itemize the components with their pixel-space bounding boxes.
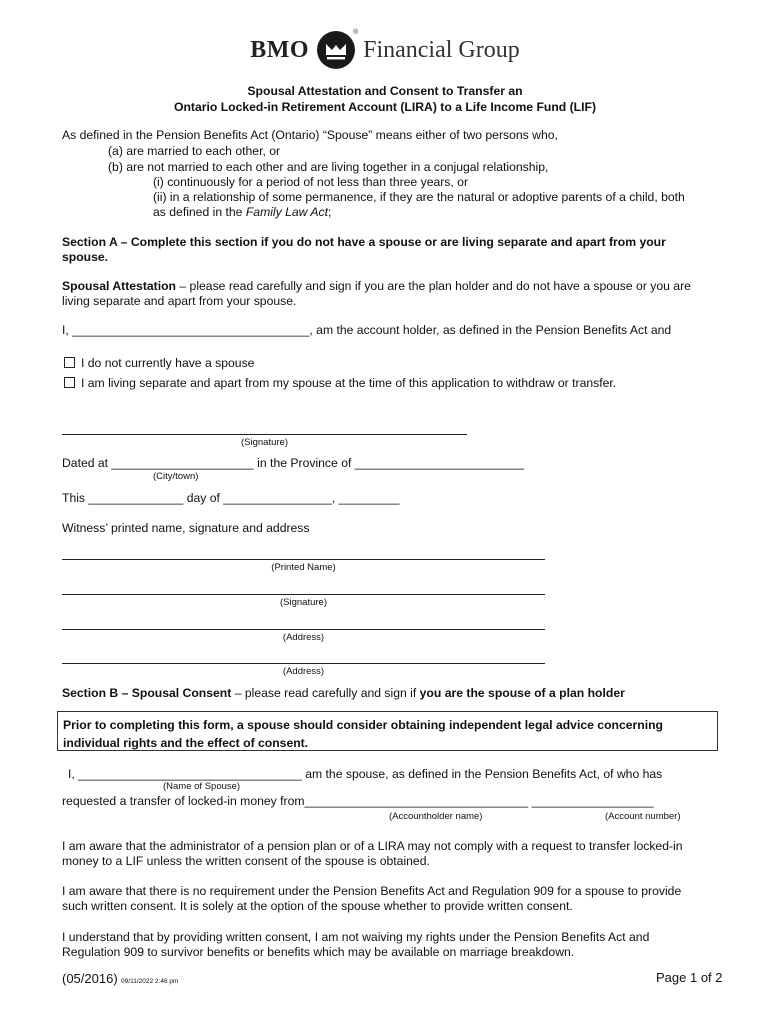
logo-financial-group-text: Financial Group [363, 36, 520, 63]
consent-para1-line1: I am aware that the administrator of a pension plan or of a LIRA may not comply with a request to transfer locked-in [62, 839, 683, 853]
witness-signature-label: (Signature) [280, 597, 327, 608]
spousal-attestation-line1 [62, 279, 691, 293]
page-number: Page 1 of 2 [656, 970, 723, 985]
spousal-attestation-text: – please read carefully and sign if you are the plan holder and do not have a spouse or you are [175, 279, 691, 293]
consent-para3-line2: Regulation 909 to survivor benefits or benefits which may be available on marriage breakdown. [62, 945, 575, 959]
no-spouse-checkbox[interactable] [64, 357, 75, 368]
consent-para2-line1: I am aware that there is no requirement under the Pension Benefits Act and Regulation 909 for a spouse to provide [62, 884, 682, 898]
spouse-definition-ii-cont [153, 205, 331, 219]
section-b-condition: you are the spouse of a plan holder [419, 686, 625, 700]
account-number-label: (Account number) [605, 811, 681, 822]
print-timestamp: 09/11/2022 2:46 pm [121, 978, 179, 985]
no-spouse-label: I do not currently have a spouse [81, 356, 255, 370]
accountholder-name-label: (Accountholder name) [389, 811, 483, 822]
witness-address-line-2[interactable] [62, 663, 545, 664]
family-law-act: Family Law Act [245, 205, 329, 219]
spouse-definition-b: (b) are not married to each other and are living together in a conjugal relationship, [108, 160, 549, 174]
form-title-line2: Ontario Locked-in Retirement Account (LIRA) to a Life Income Fund (LIF) [173, 100, 597, 114]
registered-mark: ® [353, 29, 359, 36]
spouse-definition-i: (i) continuously for a period of not less than three years, or [153, 175, 469, 189]
transfer-request-field[interactable]: requested a transfer of locked-in money from_________________________________ __________________ [62, 794, 654, 808]
separate-option[interactable] [64, 376, 616, 390]
address-label-2: (Address) [282, 666, 325, 677]
legal-advice-line2: individual rights and the effect of consent. [63, 736, 309, 750]
spousal-attestation-line2: living separate and apart from your spouse. [62, 294, 297, 308]
separate-label: I am living separate and apart from my spouse at the time of this application to withdraw or transfer. [81, 376, 617, 390]
consent-para2-line2: such written consent. It is solely at the option of the spouse whether to provide written consent. [62, 899, 573, 913]
spouse-name-field[interactable]: I, _________________________________ am the spouse, as defined in the Pension Benefits Act, of who has [68, 767, 663, 781]
section-b-heading [62, 686, 625, 700]
this-day-field[interactable]: This ______________ day of ________________, _________ [62, 491, 400, 505]
footer-left [62, 971, 178, 986]
holder-signature-line[interactable] [62, 434, 467, 435]
form-title-line1: Spousal Attestation and Consent to Transfer an [247, 84, 523, 98]
witness-heading: Witness’ printed name, signature and address [62, 521, 310, 535]
section-b-title: Section B – Spousal Consent [62, 686, 232, 700]
witness-printed-name-line[interactable] [62, 559, 545, 560]
no-spouse-option[interactable] [64, 356, 254, 370]
spousal-attestation-label: Spousal Attestation [62, 279, 176, 293]
form-code: (05/2016) [62, 971, 118, 986]
spouse-definition-ii: (ii) in a relationship of some permanence, if they are the natural or adoptive parents of a child, both [153, 190, 685, 204]
consent-para1-line2: money to a LIF unless the written consent of the spouse is obtained. [62, 854, 430, 868]
section-b-instructions: – please read carefully and sign if [231, 686, 420, 700]
section-a-heading-line2: spouse. [62, 250, 109, 264]
bmo-roundel-icon [317, 29, 359, 69]
name-of-spouse-label: (Name of Spouse) [163, 781, 241, 792]
spouse-definition-intro: As defined in the Pension Benefits Act (Ontario) “Spouse” means either of two persons who, [62, 128, 558, 142]
bmo-logo [0, 28, 770, 72]
witness-signature-line[interactable] [62, 594, 545, 595]
holder-signature-label: (Signature) [241, 437, 288, 448]
printed-name-label: (Printed Name) [271, 562, 336, 573]
account-holder-field[interactable]: I, ___________________________________, am the account holder, as defined in the Pension Benefits Act and [62, 323, 672, 337]
definition-ii-prefix: as defined in the [153, 205, 246, 219]
separate-checkbox[interactable] [64, 377, 75, 388]
witness-address-line-1[interactable] [62, 629, 545, 630]
consent-para3-line1: I understand that by providing written consent, I am not waiving my rights under the Pension Benefits Act and [62, 930, 650, 944]
legal-advice-line1: Prior to completing this form, a spouse should consider obtaining independent legal advice concerning [63, 718, 663, 732]
spouse-definition-a: (a) are married to each other, or [108, 144, 281, 158]
logo-bmo-text: BMO [250, 36, 310, 63]
city-town-label: (City/town) [153, 471, 199, 482]
definition-ii-suffix: ; [328, 205, 332, 219]
address-label-1: (Address) [282, 632, 325, 643]
dated-at-field[interactable]: Dated at _____________________ in the Province of _________________________ [62, 456, 525, 470]
section-a-heading-line1: Section A – Complete this section if you do not have a spouse or are living separate and apart from your [62, 235, 666, 249]
